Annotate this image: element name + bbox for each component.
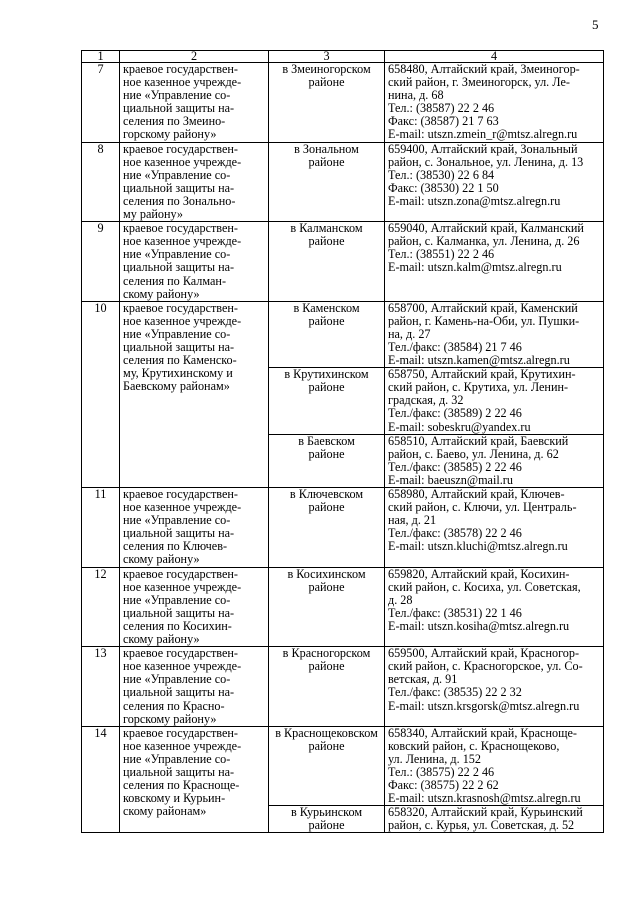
address-line: д. 28 [388, 592, 413, 607]
institution-name-line: ное казенное учрежде- [123, 75, 242, 90]
address-line: 659040, Алтайский край, Калманский [388, 221, 584, 236]
institution-name-line: ное казенное учрежде- [123, 313, 242, 328]
table-row [82, 63, 604, 143]
institution-name [120, 647, 269, 727]
address-line: Тел.: (38551) 22 2 46 [388, 247, 495, 262]
table-row [82, 301, 604, 367]
institutions-table [81, 50, 604, 833]
address-line: Тел./факс: (38584) 21 7 46 [388, 339, 522, 354]
district-line: районе [308, 154, 345, 169]
institution-name-line: скому району» [123, 286, 200, 301]
institution-name-line: селения по Красноще- [123, 778, 240, 793]
district-cell [269, 806, 385, 833]
district-cell [269, 222, 385, 302]
institution-name-line: ние «Управление со- [123, 592, 231, 607]
row-number: 9 [82, 222, 120, 302]
row-number: 13 [82, 647, 120, 727]
institution-name-line: горскому району» [123, 711, 217, 726]
table-body [82, 63, 604, 833]
institution-name-line: циальной защиты на- [123, 526, 235, 541]
table-row [82, 647, 604, 727]
institution-name [120, 142, 269, 222]
address-line: Факс: (38530) 22 1 50 [388, 180, 499, 195]
institution-name-line: ние «Управление со- [123, 88, 231, 103]
institution-name-line: ное казенное учрежде- [123, 659, 242, 674]
institution-name [120, 567, 269, 647]
row-number: 14 [82, 726, 120, 833]
institution-name [120, 726, 269, 833]
address-line: ский район, с. Красногорское, ул. Со- [388, 659, 583, 674]
district-cell [269, 488, 385, 568]
address-line: ковский район, с. Краснощеково, [388, 738, 560, 753]
institution-name-line: му району» [123, 207, 183, 222]
column-header-3: 3 [269, 51, 385, 63]
column-header-4: 4 [385, 51, 604, 63]
district-line: районе [308, 579, 345, 594]
column-number-row [82, 51, 604, 63]
address-line: ветская, д. 91 [388, 672, 458, 687]
institution-name-line: ние «Управление со- [123, 167, 231, 182]
row-number: 10 [82, 301, 120, 487]
institution-name-line: селения по Змеино- [123, 114, 226, 129]
institution-name-line: циальной защиты на- [123, 180, 235, 195]
institution-name [120, 222, 269, 302]
address-line: район, с. Курья, ул. Советская, д. 52 [388, 818, 575, 833]
address-line: 658750, Алтайский край, Крутихин- [388, 367, 576, 382]
address-line: 658980, Алтайский край, Ключев- [388, 487, 565, 501]
row-number: 8 [82, 142, 120, 222]
column-header-1: 1 [82, 51, 120, 63]
address-line: E-mail: utszn.krsgorsk@mtsz.alregn.ru [388, 698, 580, 713]
district-line: районе [308, 75, 345, 90]
institution-name-line: Баевскому районам» [123, 379, 230, 394]
address-line: Факс: (38575) 22 2 62 [388, 778, 499, 793]
address-cell [385, 368, 604, 434]
district-line: районе [308, 313, 345, 328]
institution-name-line: циальной защиты на- [123, 685, 235, 700]
institution-name-line: ние «Управление со- [123, 247, 231, 262]
institution-name-line: селения по Калман- [123, 273, 227, 288]
address-line: 658340, Алтайский край, Красноще- [388, 725, 577, 740]
address-line: район, с. Калманка, ул. Ленина, д. 26 [388, 234, 580, 249]
address-line: 659820, Алтайский край, Косихин- [388, 566, 570, 581]
address-cell [385, 726, 604, 806]
district-line: в Зональном [294, 141, 359, 156]
address-line: ский район, с. Косиха, ул. Советская, [388, 579, 581, 594]
district-cell [269, 142, 385, 222]
district-line: в Косихинском [287, 566, 366, 581]
institution-name-line: ние «Управление со- [123, 326, 231, 341]
institution-name-line: скому району» [123, 552, 200, 567]
district-cell [269, 567, 385, 647]
table-row [82, 222, 604, 302]
address-line: Тел./факс: (38531) 22 1 46 [388, 605, 522, 620]
institution-name-line: циальной защиты на- [123, 260, 235, 275]
address-line: Тел.: (38587) 22 2 46 [388, 101, 495, 116]
institution-name-line: краевое государствен- [123, 62, 238, 76]
district-line: районе [308, 234, 345, 249]
institution-name-line: ное казенное учрежде- [123, 234, 242, 249]
institution-name-line: скому району» [123, 632, 200, 647]
address-line: район, с. Баево, ул. Ленина, д. 62 [388, 446, 559, 461]
district-cell [269, 63, 385, 143]
address-line: район, с. Зональное, ул. Ленина, д. 13 [388, 154, 584, 169]
district-line: районе [308, 380, 345, 395]
table-row [82, 567, 604, 647]
table-row [82, 488, 604, 568]
address-line: 658700, Алтайский край, Каменский [388, 300, 578, 315]
address-line: E-mail: sobeskru@yandex.ru [388, 419, 531, 434]
address-line: Тел.: (38575) 22 2 46 [388, 764, 495, 779]
district-cell [269, 726, 385, 806]
institution-name-line: циальной защиты на- [123, 339, 235, 354]
address-cell [385, 222, 604, 302]
row-number: 7 [82, 63, 120, 143]
district-line: в Калманском [290, 221, 363, 236]
district-line: районе [308, 738, 345, 753]
address-cell [385, 806, 604, 833]
address-cell [385, 488, 604, 568]
address-line: E-mail: utszn.kamen@mtsz.alregn.ru [388, 353, 570, 368]
district-line: районе [308, 446, 345, 461]
institution-name [120, 63, 269, 143]
address-line: E-mail: utszn.kluchi@mtsz.alregn.ru [388, 539, 568, 554]
address-line: на, д. 27 [388, 326, 431, 341]
district-cell [269, 434, 385, 487]
address-line: Тел.: (38530) 22 6 84 [388, 167, 495, 182]
district-cell [269, 301, 385, 367]
district-line: в Баевском [298, 433, 355, 448]
address-line: Тел./факс: (38535) 22 2 32 [388, 685, 522, 700]
institution-name-line: ное казенное учрежде- [123, 738, 242, 753]
district-line: в Змеиногорском [282, 62, 371, 76]
address-line: E-mail: utszn.zmein_r@mtsz.alregn.ru [388, 127, 578, 142]
address-line: E-mail: utszn.zona@mtsz.alregn.ru [388, 193, 561, 208]
address-cell [385, 63, 604, 143]
row-number: 12 [82, 567, 120, 647]
institution-name-line: краевое государствен- [123, 300, 238, 315]
institution-name-line: краевое государствен- [123, 646, 238, 661]
institution-name-line: селения по Красно- [123, 698, 225, 713]
address-line: E-mail: utszn.krasnosh@mtsz.alregn.ru [388, 791, 581, 806]
institution-name-line: циальной защиты на- [123, 605, 235, 620]
institution-name-line: краевое государствен- [123, 141, 238, 156]
institution-name-line: краевое государствен- [123, 566, 238, 581]
institution-name-line: селения по Косихин- [123, 618, 232, 633]
institution-name-line: селения по Зонально- [123, 193, 236, 208]
address-line: 659500, Алтайский край, Красногор- [388, 646, 580, 661]
institution-name-line: краевое государствен- [123, 221, 238, 236]
district-line: в Каменском [293, 300, 360, 315]
column-header-2: 2 [120, 51, 269, 63]
institution-name-line: циальной защиты на- [123, 764, 235, 779]
address-line: E-mail: utszn.kalm@mtsz.alregn.ru [388, 260, 562, 275]
address-line: Тел./факс: (38589) 2 22 46 [388, 406, 522, 421]
institution-name-line: ное казенное учрежде- [123, 579, 242, 594]
district-line: в Красногорском [282, 646, 371, 661]
address-line: район, г. Камень-на-Оби, ул. Пушки- [388, 313, 580, 328]
institution-name-line: ние «Управление со- [123, 513, 231, 528]
institution-name-line: скому районам» [123, 804, 207, 819]
institution-name-line: ное казенное учрежде- [123, 500, 242, 515]
institution-name-line: ние «Управление со- [123, 751, 231, 766]
address-line: 658510, Алтайский край, Баевский [388, 433, 569, 448]
address-cell [385, 301, 604, 367]
address-cell [385, 142, 604, 222]
address-line: ский район, с. Крутиха, ул. Ленин- [388, 380, 569, 395]
institution-name-line: циальной защиты на- [123, 101, 235, 116]
address-line: Тел./факс: (38578) 22 2 46 [388, 526, 522, 541]
address-line: градская, д. 32 [388, 393, 464, 408]
address-line: ский район, с. Ключи, ул. Централь- [388, 500, 577, 515]
address-line: Тел./факс: (38585) 2 22 46 [388, 459, 522, 474]
address-cell [385, 647, 604, 727]
address-line: 659400, Алтайский край, Зональный [388, 141, 578, 156]
district-line: в Крутихинском [284, 367, 369, 382]
institution-name-line: селения по Каменско- [123, 353, 237, 368]
page-number: 5 [592, 17, 599, 32]
district-line: в Краснощековском [275, 725, 378, 740]
table-row [82, 726, 604, 806]
district-line: районе [308, 818, 345, 833]
institution-name-line: краевое государствен- [123, 487, 238, 501]
address-line: 658480, Алтайский край, Змеиногор- [388, 62, 580, 76]
institution-name-line: краевое государствен- [123, 725, 238, 740]
table-row [82, 142, 604, 222]
district-line: районе [308, 500, 345, 515]
district-line: в Ключевском [289, 487, 364, 501]
address-line: Факс: (38587) 21 7 63 [388, 114, 499, 129]
institution-name-line: селения по Ключев- [123, 539, 228, 554]
institution-name [120, 301, 269, 487]
address-line: ский район, г. Змеиногорск, ул. Ле- [388, 75, 570, 90]
address-line: нина, д. 68 [388, 88, 444, 103]
row-number: 11 [82, 488, 120, 568]
address-line: ная, д. 21 [388, 513, 437, 528]
district-line: в Курьинском [290, 805, 363, 820]
address-line: E-mail: utszn.kosiha@mtsz.alregn.ru [388, 618, 570, 633]
institution-name-line: горскому району» [123, 127, 217, 142]
address-cell [385, 434, 604, 487]
address-line: E-mail: baeuszn@mail.ru [388, 472, 513, 487]
address-cell [385, 567, 604, 647]
institution-name-line: ковскому и Курьин- [123, 791, 226, 806]
district-cell [269, 368, 385, 434]
address-line: ул. Ленина, д. 152 [388, 751, 481, 766]
institution-name-line: му, Крутихинскому и [123, 366, 233, 381]
district-cell [269, 647, 385, 727]
institution-name [120, 488, 269, 568]
address-line: 658320, Алтайский край, Курьинский [388, 805, 583, 820]
institution-name-line: ние «Управление со- [123, 672, 231, 687]
institution-name-line: ное казенное учрежде- [123, 154, 242, 169]
district-line: районе [308, 659, 345, 674]
